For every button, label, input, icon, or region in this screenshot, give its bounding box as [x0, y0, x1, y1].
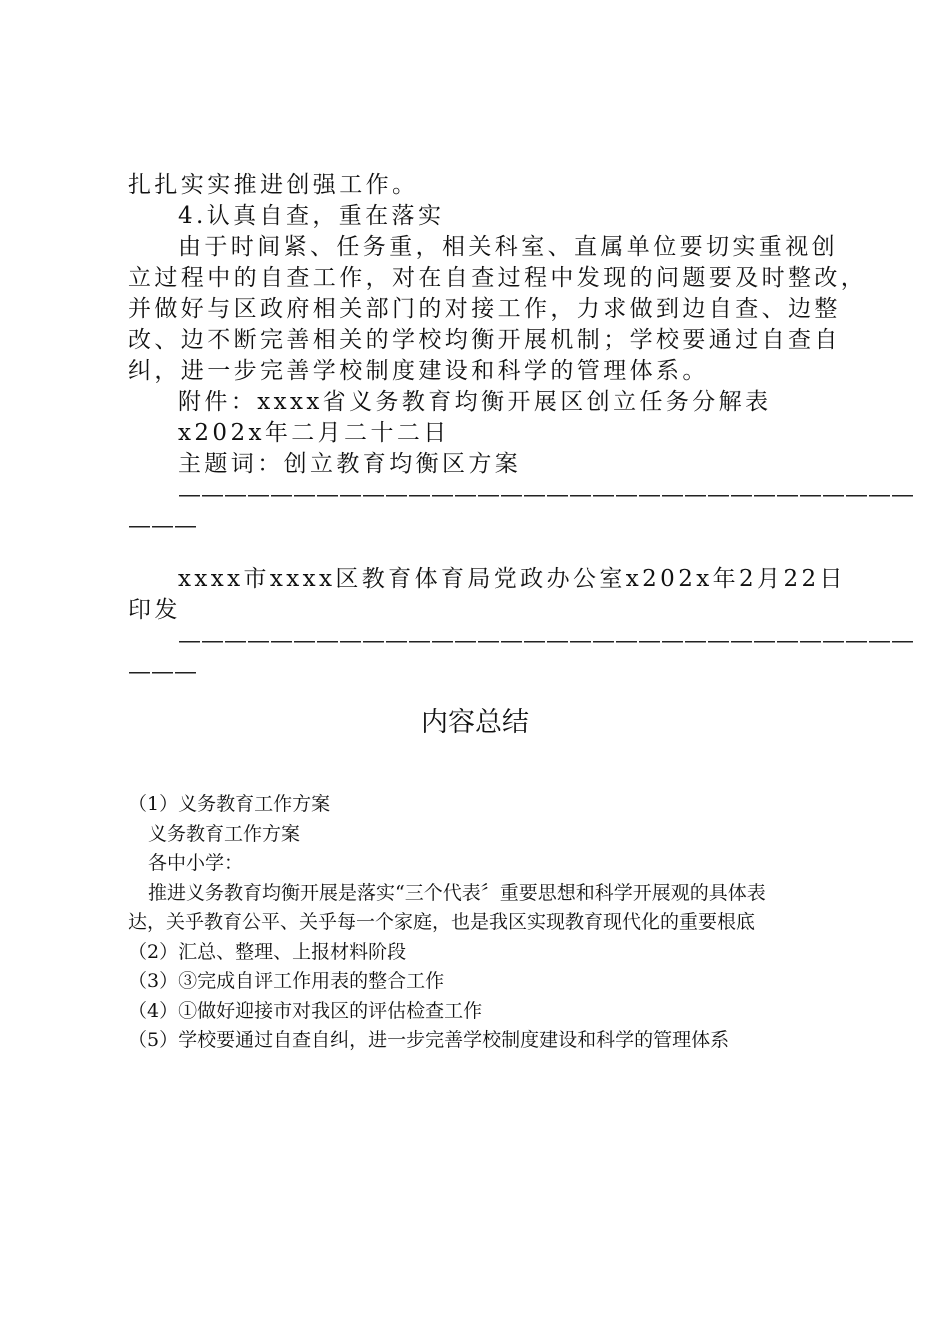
summary-text: 推进义务教育均衡开展是落实“三个代表〞重要思想和科学开展观的具体表 [148, 881, 766, 904]
date-line: x202x年二月二十二日 [178, 420, 450, 446]
issuer-line: xxxx市xxxx区教育体育局党政办公室x202x年2月22日 [178, 566, 846, 592]
issuer-line-end: 印发 [128, 597, 181, 623]
divider-rule: ———————————————————————————————— [178, 482, 914, 508]
summary-item: （1）义务教育工作方案 [128, 793, 331, 815]
summary-item: （5）学校要通过自查自纠，进一步完善学校制度建设和科学的管理体系 [128, 1029, 730, 1051]
subject-line: 主题词：创立教育均衡区方案 [178, 451, 522, 477]
summary-title: 内容总结 [421, 707, 529, 738]
summary-item: （3）③完成自评工作用表的整合工作 [128, 970, 445, 992]
section-heading: 4.认真自查，重在落实 [178, 203, 445, 229]
summary-text: 各中小学： [148, 852, 244, 874]
body-line: 由于时间紧、任务重，相关科室、直属单位要切实重视创 [178, 234, 838, 260]
summary-text: 义务教育工作方案 [148, 822, 301, 845]
summary-text: 达，关乎教育公平、关乎每一个家庭，也是我区实现教育现代化的重要根底 [128, 911, 756, 933]
summary-list [128, 790, 828, 1056]
summary-item: （2）汇总、整理、上报材料阶段 [128, 940, 407, 963]
summary-item: （4）①做好迎接市对我区的评估检查工作 [128, 999, 483, 1022]
body-line: 纠，进一步完善学校制度建设和科学的管理体系。 [128, 358, 709, 384]
divider-rule-end: ——— [128, 659, 197, 685]
body-line: 扎扎实实推进创强工作。 [128, 172, 419, 198]
document-body [128, 170, 914, 688]
divider-rule: ———————————————————————————————— [178, 628, 914, 654]
spacer [128, 542, 828, 564]
attachment-line: 附件：xxxx省义务教育均衡开展区创立任务分解表 [178, 389, 772, 415]
body-line: 改、边不断完善相关的学校均衡开展机制；学校要通过自查自 [128, 327, 841, 353]
divider-rule-end: ——— [128, 513, 197, 539]
body-line: 并做好与区政府相关部门的对接工作，力求做到边自查、边整 [128, 296, 841, 322]
body-line: 立过程中的自查工作，对在自查过程中发现的问题要及时整改， [128, 265, 868, 291]
